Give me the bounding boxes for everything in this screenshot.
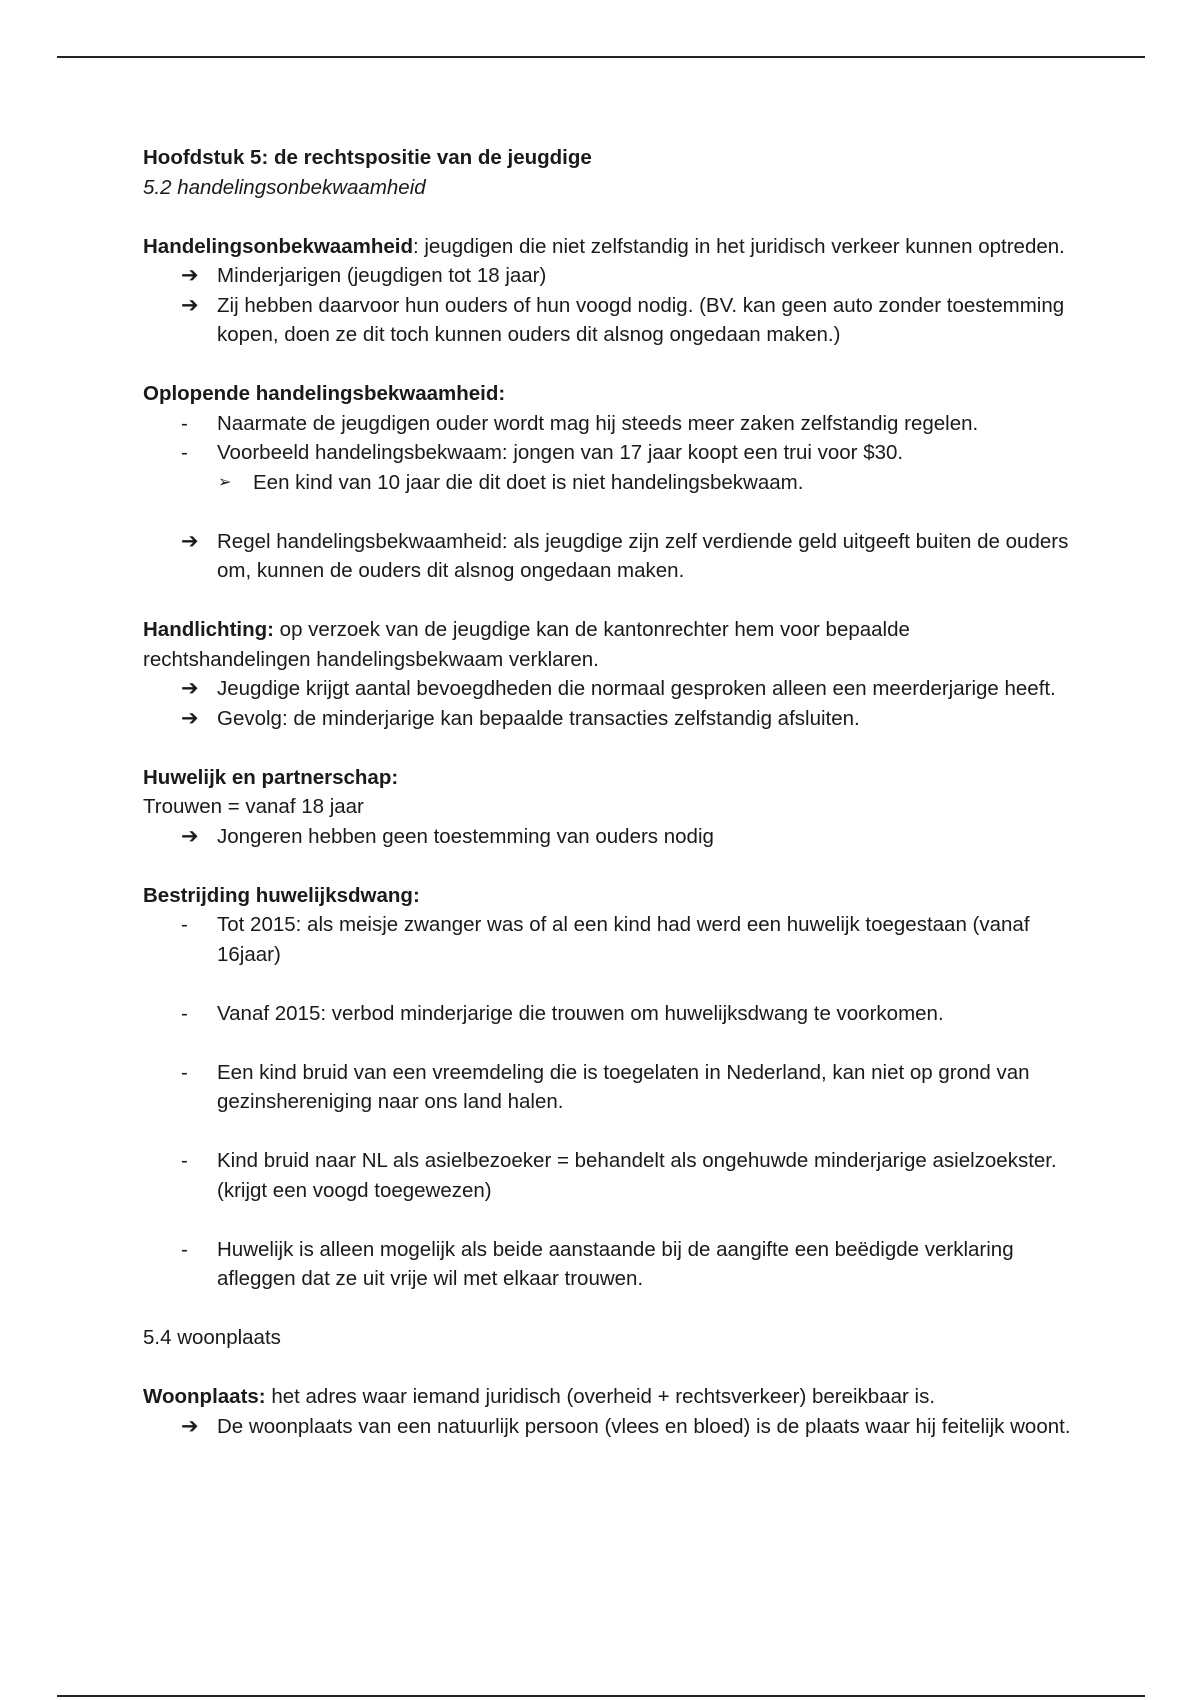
list-item: ➔ De woonplaats van een natuurlijk persoon (vlees en bloed) is de plaats waar hij feitelijk woont. [143,1412,1073,1442]
list-item: - Kind bruid naar NL als asielbezoeker = behandelt als ongehuwde minderjarige asielzoekster. (krijgt een voogd toegewezen) [143,1146,1073,1205]
dash-marker: - [181,441,188,464]
list-item: - Naarmate de jeugdigen ouder wordt mag hij steeds meer zaken zelfstandig regelen. [143,409,1073,439]
list-item: - Vanaf 2015: verbod minderjarige die trouwen om huwelijksdwang te voorkomen. [143,999,1073,1029]
list-item: - Tot 2015: als meisje zwanger was of al een kind had werd een huwelijk toegestaan (vanaf 16jaar) [143,910,1073,969]
arrow-icon: ➔ [181,293,199,317]
arrow-icon: ➔ [181,824,199,848]
huwelijk-line: Trouwen = vanaf 18 jaar [143,795,364,818]
list-item: - Voorbeeld handelingsbekwaam: jongen van 17 jaar koopt een trui voor $30. [143,438,1073,468]
section-heading-5-2: 5.2 handelingsonbekwaamheid [143,175,426,199]
arrow-icon: ➔ [181,706,199,730]
list-item: - Huwelijk is alleen mogelijk als beide aanstaande bij de aangifte een beëdigde verklaring afleggen dat ze uit vrije wil met elkaar trouwen. [143,1235,1073,1294]
arrow-icon: ➔ [181,1414,199,1438]
term: Handlichting: [143,618,274,641]
heading-oplopende: Oplopende handelingsbekwaamheid: [143,382,506,405]
dash-marker: - [181,1001,188,1025]
term: Handelingsonbekwaamheid [143,234,413,258]
definition-handlichting [143,615,1073,674]
list-item: ➔ Zij hebben daarvoor hun ouders of hun voogd nodig. (BV. kan geen auto zonder toestemming kopen, doen ze dit toch kunnen ouders dit alsnog ongedaan maken.) [143,291,1073,350]
document-page [143,143,1073,1441]
definition-text: het adres waar iemand juridisch (overheid + rechtsverkeer) bereikbaar is. [265,1385,936,1408]
list-item: ➔ Jongeren hebben geen toestemming van ouders nodig [143,822,1073,852]
heading-huwelijk: Huwelijk en partnerschap: [143,765,399,789]
list-item: ➔ Regel handelingsbekwaamheid: als jeugdige zijn zelf verdiende geld uitgeeft buiten de ouders om, kunnen de ouders dit alsnog ongedaan maken. [143,527,1073,586]
definition-woonplaats [143,1382,1073,1412]
arrow-icon: ➔ [181,529,199,553]
footer-rule [57,1695,1145,1697]
dash-marker: - [181,913,188,936]
arrow-icon: ➔ [181,264,199,287]
dash-marker: - [181,1060,188,1084]
list-item: - Een kind bruid van een vreemdeling die is toegelaten in Nederland, kan niet op grond van gezinshereniging naar ons land halen. [143,1058,1073,1117]
definition-text: : jeugdigen die niet zelfstandig in het juridisch verkeer kunnen optreden. [412,234,1065,258]
arrowhead-icon: ➢ [218,473,232,491]
dash-marker: - [181,1237,188,1261]
arrow-icon: ➔ [181,677,199,700]
definition-text: op verzoek van de jeugdige kan de kantonrechter hem voor bepaalde rechtshandelingen handelingsbekwaam verklaren. [143,618,910,671]
list-item: ➔ Gevolg: de minderjarige kan bepaalde transacties zelfstandig afsluiten. [143,704,1073,734]
term: Woonplaats: [143,1385,266,1408]
chapter-title: Hoofdstuk 5: de rechtspositie van de jeugdige [143,146,592,169]
sub-list-item: ➢ Een kind van 10 jaar die dit doet is niet handelingsbekwaam. [143,468,1073,498]
heading-huwelijksdwang: Bestrijding huwelijksdwang: [143,883,420,907]
definition-handelingsonbekwaamheid [143,232,1073,262]
header-rule [57,56,1145,58]
dash-marker: - [181,411,188,435]
dash-marker: - [181,1149,188,1172]
section-heading-5-4: 5.4 woonplaats [143,1326,281,1349]
list-item: ➔ Minderjarigen (jeugdigen tot 18 jaar) [143,261,1073,291]
list-item: ➔ Jeugdige krijgt aantal bevoegdheden die normaal gesproken alleen een meerderjarige heeft. [143,674,1073,704]
